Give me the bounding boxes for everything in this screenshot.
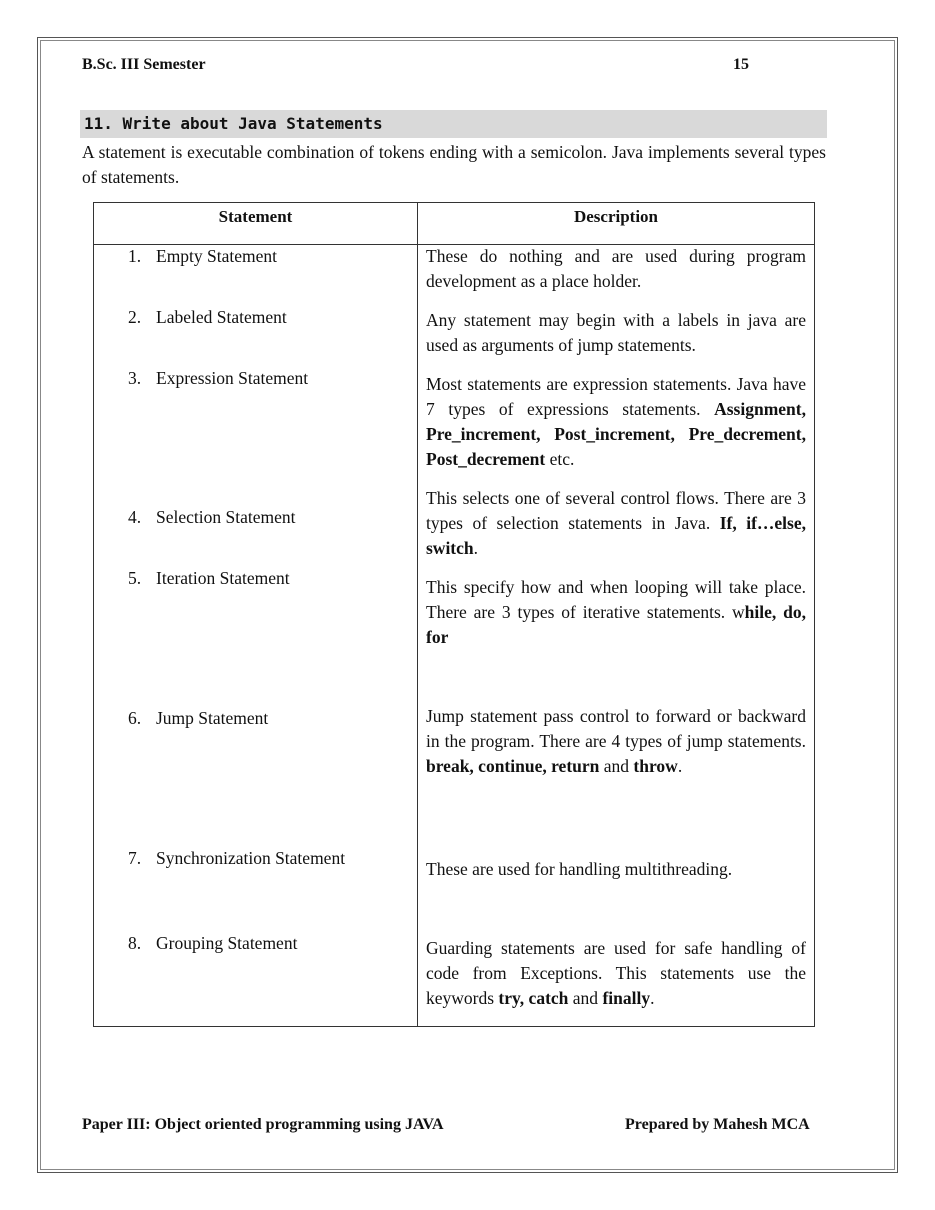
table-row-statement: 6. Jump Statement — [128, 708, 269, 728]
footer-author: Prepared by Mahesh MCA — [625, 1116, 810, 1133]
table-row-description — [426, 936, 806, 1011]
description-text: Guarding statements are used for safe handling of code from Exceptions. This statements use the keywords — [426, 938, 806, 1008]
table-row-statement: 5. Iteration Statement — [128, 568, 290, 588]
description-text: . — [473, 538, 479, 558]
col-header-statement: Statement — [218, 207, 293, 226]
table-row-description — [426, 372, 806, 472]
table-row-description — [426, 308, 806, 358]
footer-paper-title: Paper III: Object oriented programming using JAVA — [82, 1116, 444, 1133]
description-text: This specify how and when looping will take place. There are 3 types of iterative statements. w — [426, 577, 806, 622]
description-text: These are used for handling multithreading. — [426, 859, 733, 879]
table-row-statement: 3. Expression Statement — [128, 368, 309, 388]
col-header-description: Description — [573, 207, 659, 226]
description-text: etc. — [545, 449, 575, 469]
keyword-text: throw — [633, 756, 678, 776]
table-column-divider — [417, 203, 418, 1026]
table-row-description — [426, 575, 806, 650]
description-text: These do nothing and are used during program development as a place holder. — [426, 246, 806, 291]
keyword-text: Assignment, Pre_increment, Post_increment, Pre_decrement, Post_decrement — [426, 399, 806, 469]
description-text: . — [650, 988, 655, 1008]
description-text: Any statement may begin with a labels in java are used as arguments of jump statements. — [426, 310, 806, 355]
description-text: and — [568, 988, 603, 1008]
description-text: This selects one of several control flows. There are 3 types of selection statements in Java. — [426, 488, 806, 533]
table-row-statement: 4. Selection Statement — [128, 507, 296, 527]
keyword-text: finally — [602, 988, 651, 1008]
keyword-text: If, if…else, switch — [426, 513, 806, 558]
table-row-statement: 8. Grouping Statement — [128, 933, 298, 953]
table-row-description — [426, 486, 806, 561]
header-page-number: 15 — [733, 56, 749, 73]
table-row-statement: 1. Empty Statement — [128, 246, 278, 266]
description-text: and — [599, 756, 634, 776]
description-text: Jump statement pass control to forward or backward in the program. There are 4 types of jump statements. — [426, 706, 806, 751]
keyword-text: break, continue, return — [426, 756, 600, 776]
table-row-description — [426, 244, 806, 294]
description-text: Most statements are expression statements. Java have 7 types of expressions statements. — [426, 374, 806, 419]
table-row-statement: 2. Labeled Statement — [128, 307, 287, 327]
header-course: B.Sc. III Semester — [82, 56, 206, 73]
table-row-description — [426, 704, 806, 779]
section-title: 11. Write about Java Statements — [84, 114, 383, 133]
table-row-statement: 7. Synchronization Statement — [128, 848, 346, 868]
table-row-description — [426, 857, 806, 882]
keyword-text: hile, do, for — [426, 602, 806, 647]
keyword-text: try, catch — [498, 988, 569, 1008]
section-intro: A statement is executable combination of tokens ending with a semicolon. Java implements several types of statements. — [82, 142, 826, 187]
description-text: . — [677, 756, 683, 776]
